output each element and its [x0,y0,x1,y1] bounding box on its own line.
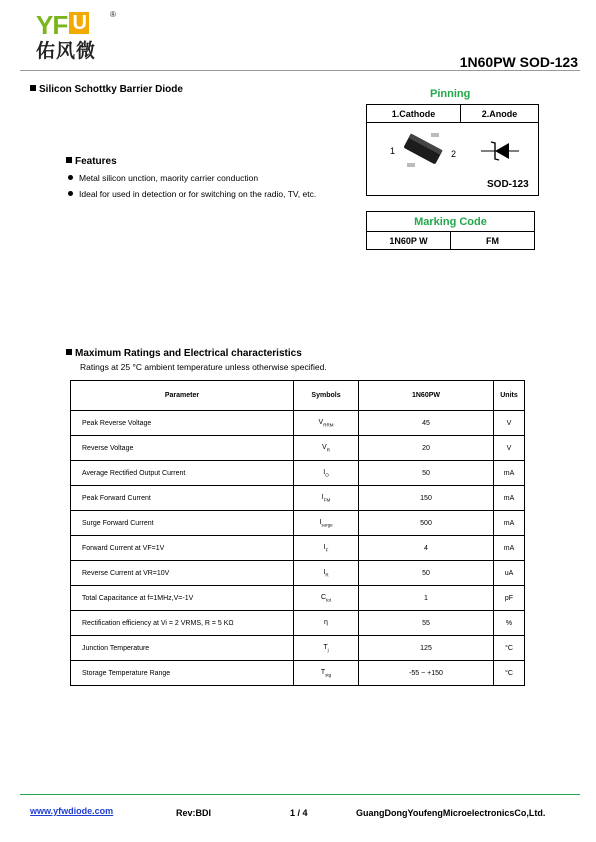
symbol-cell [294,586,359,611]
pinning-heading: Pinning [430,88,471,100]
sod123-package-icon [399,129,447,169]
value-cell: 500 [359,511,494,536]
table-row [71,461,525,486]
param-cell: Reverse Current at VR=10V [71,561,294,586]
symbol-text: C [320,593,327,601]
table-row [71,511,525,536]
company-name: GuangDongYoufengMicroelectronicsCo,Ltd. [356,808,546,818]
feature-text: Ideal for used in detection or for switching on the radio, TV, etc. [79,189,317,199]
param-cell: Total Capacitance at f=1MHz,V=-1V [71,586,294,611]
value-cell: 1 [359,586,494,611]
ratings-subtitle: Ratings at 25 °C ambient temperature unless otherwise specified. [80,362,327,372]
square-bullet-icon [66,157,72,163]
unit-cell: °C [494,661,525,686]
symbol-subscript: FM [323,497,331,503]
symbol-subscript: j [327,647,329,653]
value-cell: 45 [359,411,494,436]
company-logo [36,12,118,68]
unit-cell: mA [494,486,525,511]
symbol-text: I [321,493,324,501]
square-bullet-icon [30,85,36,91]
col-header-parameter: Parameter [71,381,294,411]
table-row [71,436,525,461]
logo-chinese-name: 佑风微 [36,40,97,62]
symbol-subscript: stg [325,672,332,678]
param-cell: Forward Current at VF=1V [71,536,294,561]
diode-symbol-icon [479,139,521,163]
unit-cell: °C [494,636,525,661]
registered-mark: ® [110,10,116,19]
value-cell: -55 ~ +150 [359,661,494,686]
symbol-cell [294,461,359,486]
page-number: 1 / 4 [290,808,308,818]
product-title [30,84,183,95]
symbol-text: I [323,468,326,476]
param-cell: Junction Temperature [71,636,294,661]
col-header-symbols: Symbols [294,381,359,411]
value-cell: 50 [359,461,494,486]
ratings-header-row [71,381,525,411]
header-divider [20,70,580,71]
logo-u-box: U [69,12,89,34]
param-cell: Peak Reverse Voltage [71,411,294,436]
website-link[interactable]: www.yfwdiode.com [30,806,114,816]
marking-table [366,211,535,250]
symbol-cell [294,411,359,436]
symbol-cell [294,486,359,511]
ratings-table [70,380,525,686]
table-row [71,661,525,686]
symbol-cell [294,636,359,661]
param-cell: Surge Forward Current [71,511,294,536]
feature-item [68,173,258,183]
features-title-text: Features [75,156,117,167]
symbol-text: V [322,443,327,451]
logo-letters: YF [36,10,68,40]
table-row [71,586,525,611]
value-cell: 50 [359,561,494,586]
value-cell: 125 [359,636,494,661]
symbol-text: T [320,668,326,676]
table-row [71,611,525,636]
unit-cell: V [494,436,525,461]
ratings-title-text: Maximum Ratings and Electrical characteristics [75,348,302,359]
value-cell: 20 [359,436,494,461]
unit-cell: uA [494,561,525,586]
param-cell: Rectification efficiency at Vi = 2 VRMS, R = 5 KΩ [71,611,294,636]
marking-code: FM [451,232,535,250]
symbol-subscript: O [325,472,329,478]
symbol-cell [294,561,359,586]
unit-cell: mA [494,511,525,536]
symbol-text: I [323,543,326,551]
bullet-dot-icon [68,191,73,196]
symbol-subscript: tot [326,597,332,603]
table-row [71,636,525,661]
symbol-text: I [323,568,326,576]
symbol-subscript: R [325,572,329,578]
table-row [71,561,525,586]
symbol-subscript: surge [321,522,333,528]
symbol-cell [294,511,359,536]
ratings-heading [66,348,302,359]
unit-cell: mA [494,536,525,561]
product-title-text: Silicon Schottky Barrier Diode [39,84,183,95]
unit-cell: V [494,411,525,436]
symbol-subscript: F [325,547,329,553]
unit-cell: pF [494,586,525,611]
pin1-label: 1.Cathode [367,105,461,123]
pin1-number: 1 [390,146,396,156]
symbol-text: V [318,418,324,426]
features-heading [66,156,117,167]
marking-heading: Marking Code [367,212,535,232]
square-bullet-icon [66,349,72,355]
symbol-text: η [324,618,328,626]
col-header-units: Units [494,381,525,411]
pin2-label: 2.Anode [461,105,539,123]
symbol-cell [294,536,359,561]
footer-divider [20,794,580,795]
logo-mark [36,12,118,38]
symbol-subscript: R [326,447,330,453]
table-row [71,536,525,561]
part-number-title: 1N60PW SOD-123 [459,54,578,70]
bullet-dot-icon [68,175,73,180]
param-cell: Storage Temperature Range [71,661,294,686]
symbol-cell [294,661,359,686]
marking-part: 1N60P W [367,232,451,250]
value-cell: 150 [359,486,494,511]
revision: Rev:BDI [176,808,212,818]
table-row [71,411,525,436]
symbol-text: I [319,518,322,526]
table-row [71,486,525,511]
feature-text: Metal silicon unction, maority carrier conduction [79,173,259,183]
param-cell: Average Rectified Output Current [71,461,294,486]
col-header-part: 1N60PW [359,381,494,411]
pinning-diagram [366,121,539,196]
param-cell: Reverse Voltage [71,436,294,461]
value-cell: 4 [359,536,494,561]
symbol-text: T [323,643,328,651]
package-name: SOD-123 [487,179,529,190]
symbol-cell [294,436,359,461]
unit-cell: % [494,611,525,636]
pin2-number: 2 [451,149,457,159]
param-cell: Peak Forward Current [71,486,294,511]
unit-cell: mA [494,461,525,486]
symbol-subscript: RRM [323,422,334,428]
value-cell: 55 [359,611,494,636]
feature-item [68,189,316,199]
symbol-cell [294,611,359,636]
